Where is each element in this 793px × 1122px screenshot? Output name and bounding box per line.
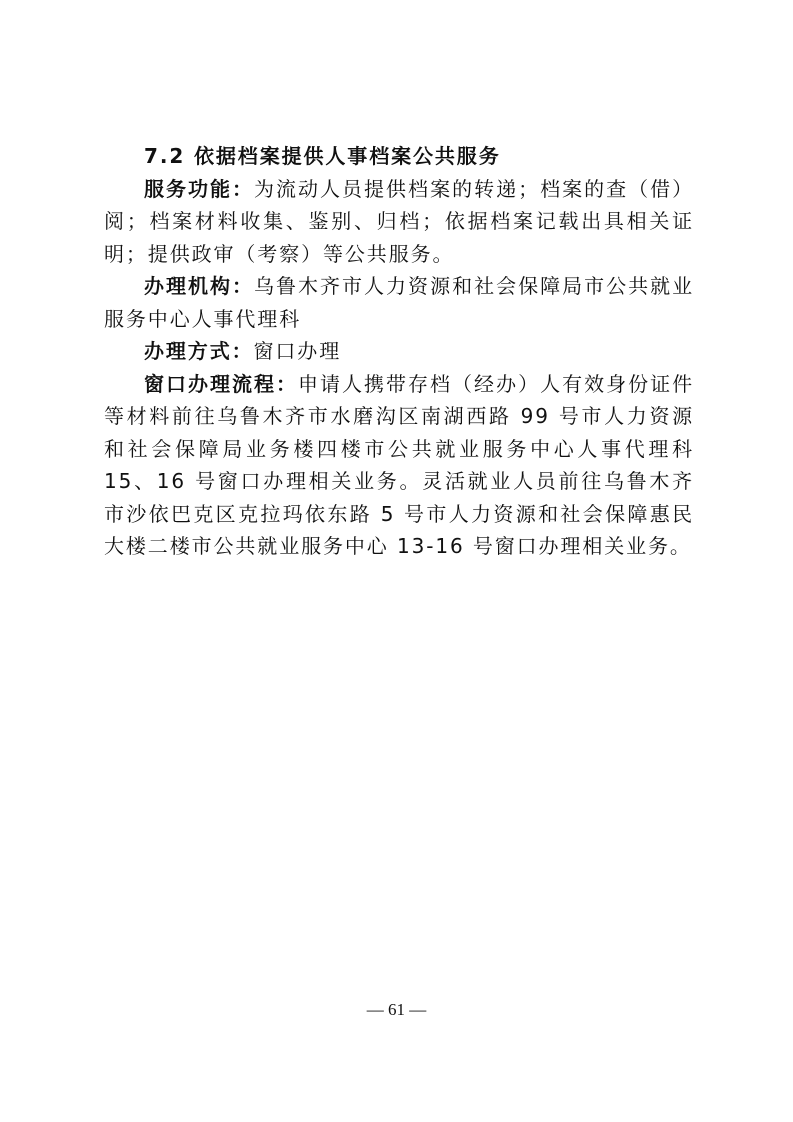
section-heading: 7.2 依据档案提供人事档案公共服务 bbox=[144, 144, 501, 168]
page-number: — 61 — bbox=[366, 1000, 427, 1019]
service-function-label: 服务功能： bbox=[144, 176, 255, 201]
handling-method-text: 窗口办理 bbox=[253, 339, 342, 363]
window-process-text: 申请人携带存档（经办）人有效身份证件等材料前往乌鲁木齐市水磨沟区南湖西路 99 号市人力资源和社会保障局业务楼四楼市公共就业服务中心人事代理科 15、16 号窗口办理相关业务。灵活就业人员前往乌鲁木齐市沙依巴克区克拉玛依东路 5 号市人力资源和社会保障惠民大楼二楼市公共就业服务中心 13-16 号窗口办理相关业务。 bbox=[104, 371, 694, 558]
handling-agency-label: 办理机构： bbox=[144, 274, 255, 298]
window-process-paragraph bbox=[104, 368, 694, 563]
window-process-label: 窗口办理流程： bbox=[144, 371, 299, 396]
handling-method-paragraph bbox=[104, 335, 694, 368]
service-function-text: 为流动人员提供档案的转递；档案的查（借）阅；档案材料收集、鉴别、归档；依据档案记载出具相关证明；提供政审（考察）等公共服务。 bbox=[104, 176, 695, 266]
handling-agency-text: 乌鲁木齐市人力资源和社会保障局市公共就业服务中心人事代理科 bbox=[104, 274, 695, 331]
handling-agency-paragraph bbox=[104, 270, 694, 335]
service-function-paragraph bbox=[104, 173, 694, 271]
handling-method-label: 办理方式： bbox=[144, 339, 254, 363]
document-body bbox=[104, 140, 694, 563]
